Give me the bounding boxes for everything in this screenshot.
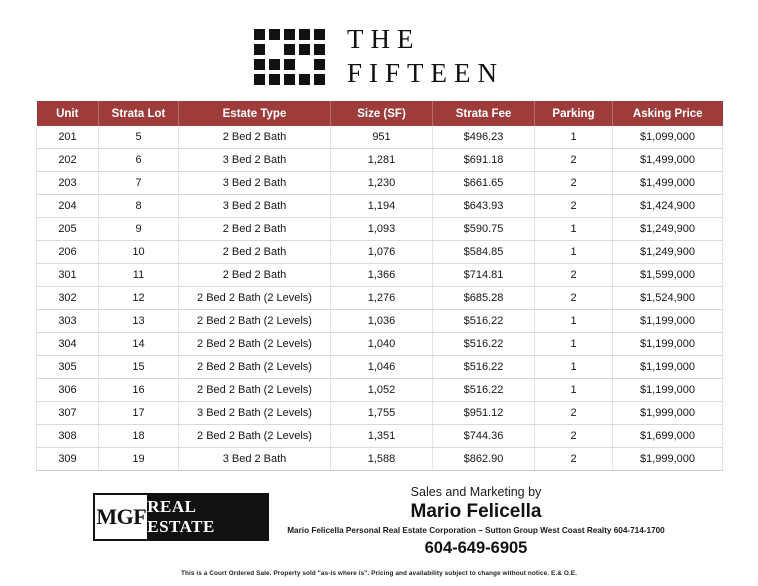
phone-number[interactable]: 604-649-6905 (424, 538, 528, 557)
cell-size: 1,194 (331, 195, 433, 218)
cell-size: 1,276 (331, 287, 433, 310)
cell-size: 951 (331, 126, 433, 149)
table-row (37, 379, 723, 402)
cell-parking: 1 (535, 379, 613, 402)
column-header-parking: Parking (535, 101, 613, 126)
cell-size: 1,281 (331, 149, 433, 172)
cell-estate-type: 2 Bed 2 Bath (179, 264, 331, 287)
cell-size: 1,755 (331, 402, 433, 425)
cell-strata-lot: 6 (99, 149, 179, 172)
cell-size: 1,093 (331, 218, 433, 241)
cell-asking-price: $1,999,000 (613, 448, 723, 471)
cell-unit: 301 (37, 264, 99, 287)
table-row (37, 264, 723, 287)
cell-estate-type: 2 Bed 2 Bath (179, 218, 331, 241)
cell-strata-lot: 10 (99, 241, 179, 264)
cell-size: 1,351 (331, 425, 433, 448)
cell-unit: 304 (37, 333, 99, 356)
cell-strata-fee: $691.18 (433, 149, 535, 172)
cell-strata-lot: 19 (99, 448, 179, 471)
cell-unit: 306 (37, 379, 99, 402)
cell-parking: 2 (535, 172, 613, 195)
cell-strata-fee: $516.22 (433, 310, 535, 333)
agent-name: Mario Felicella (410, 501, 542, 523)
cell-estate-type: 2 Bed 2 Bath (2 Levels) (179, 310, 331, 333)
cell-parking: 2 (535, 402, 613, 425)
cell-parking: 1 (535, 218, 613, 241)
table-row (37, 172, 723, 195)
table-row (37, 241, 723, 264)
column-header-asking-price: Asking Price (613, 101, 723, 126)
cell-unit: 203 (37, 172, 99, 195)
cell-unit: 308 (37, 425, 99, 448)
table-header-row (37, 101, 723, 126)
cell-estate-type: 2 Bed 2 Bath (2 Levels) (179, 333, 331, 356)
listings-table (36, 101, 723, 471)
cell-size: 1,230 (331, 172, 433, 195)
cell-asking-price: $1,199,000 (613, 310, 723, 333)
cell-asking-price: $1,249,900 (613, 218, 723, 241)
cell-unit: 307 (37, 402, 99, 425)
cell-strata-fee: $643.93 (433, 195, 535, 218)
cell-strata-lot: 8 (99, 195, 179, 218)
cell-unit: 201 (37, 126, 99, 149)
cell-asking-price: $1,199,000 (613, 379, 723, 402)
cell-asking-price: $1,999,000 (613, 402, 723, 425)
cell-strata-fee: $661.65 (433, 172, 535, 195)
cell-asking-price: $1,199,000 (613, 333, 723, 356)
cell-unit: 305 (37, 356, 99, 379)
cell-asking-price: $1,499,000 (613, 149, 723, 172)
cell-parking: 1 (535, 310, 613, 333)
cell-strata-fee: $516.22 (433, 379, 535, 402)
table-row (37, 126, 723, 149)
cell-parking: 2 (535, 195, 613, 218)
cell-parking: 1 (535, 126, 613, 149)
cell-estate-type: 2 Bed 2 Bath (2 Levels) (179, 379, 331, 402)
cell-strata-fee: $951.12 (433, 402, 535, 425)
cell-parking: 1 (535, 333, 613, 356)
table-row (37, 149, 723, 172)
table-row (37, 195, 723, 218)
cell-parking: 2 (535, 448, 613, 471)
cell-unit: 302 (37, 287, 99, 310)
table-row (37, 310, 723, 333)
column-header-unit: Unit (37, 101, 99, 126)
table-row (37, 287, 723, 310)
table-row (37, 448, 723, 471)
cell-estate-type: 3 Bed 2 Bath (179, 195, 331, 218)
cell-strata-lot: 9 (99, 218, 179, 241)
cell-parking: 2 (535, 264, 613, 287)
brand-line-1: THE (347, 24, 421, 54)
cell-strata-lot: 15 (99, 356, 179, 379)
cell-asking-price: $1,699,000 (613, 425, 723, 448)
cell-asking-price: $1,524,900 (613, 287, 723, 310)
mgf-real-estate-logo (93, 493, 269, 541)
cell-strata-lot: 11 (99, 264, 179, 287)
pixel-grid-logo-icon (254, 29, 325, 85)
cell-strata-fee: $516.22 (433, 333, 535, 356)
cell-parking: 1 (535, 241, 613, 264)
cell-strata-fee: $862.90 (433, 448, 535, 471)
mgf-logo-text: REAL ESTATE (147, 495, 267, 539)
cell-asking-price: $1,599,000 (613, 264, 723, 287)
cell-strata-fee: $590.75 (433, 218, 535, 241)
column-header-size: Size (SF) (331, 101, 433, 126)
cell-parking: 2 (535, 149, 613, 172)
cell-parking: 2 (535, 425, 613, 448)
cell-strata-fee: $714.81 (433, 264, 535, 287)
column-header-strata-lot: Strata Lot (99, 101, 179, 126)
cell-estate-type: 2 Bed 2 Bath (2 Levels) (179, 425, 331, 448)
cell-estate-type: 2 Bed 2 Bath (2 Levels) (179, 356, 331, 379)
disclaimer-text: This is a Court Ordered Sale. Property sold "as-is where is". Pricing and availability subject to change without notice. E.& O.E. (180, 569, 578, 577)
cell-size: 1,046 (331, 356, 433, 379)
cell-size: 1,366 (331, 264, 433, 287)
cell-strata-fee: $496.23 (433, 126, 535, 149)
cell-estate-type: 3 Bed 2 Bath (2 Levels) (179, 402, 331, 425)
cell-unit: 205 (37, 218, 99, 241)
cell-unit: 202 (37, 149, 99, 172)
table-body (37, 126, 723, 471)
cell-parking: 1 (535, 356, 613, 379)
cell-unit: 309 (37, 448, 99, 471)
brand-header (0, 0, 758, 101)
cell-strata-fee: $744.36 (433, 425, 535, 448)
cell-size: 1,036 (331, 310, 433, 333)
contact-block (287, 483, 665, 558)
cell-strata-lot: 18 (99, 425, 179, 448)
table-row (37, 218, 723, 241)
cell-size: 1,076 (331, 241, 433, 264)
cell-unit: 204 (37, 195, 99, 218)
column-header-estate-type: Estate Type (179, 101, 331, 126)
cell-strata-lot: 5 (99, 126, 179, 149)
cell-strata-lot: 16 (99, 379, 179, 402)
table-header (37, 101, 723, 126)
brand-wordmark (347, 26, 504, 87)
table-row (37, 425, 723, 448)
cell-strata-fee: $516.22 (433, 356, 535, 379)
cell-asking-price: $1,249,900 (613, 241, 723, 264)
cell-strata-lot: 14 (99, 333, 179, 356)
table-row (37, 333, 723, 356)
cell-strata-lot: 7 (99, 172, 179, 195)
listings-table-wrapper (36, 101, 722, 471)
cell-size: 1,588 (331, 448, 433, 471)
cell-asking-price: $1,499,000 (613, 172, 723, 195)
cell-asking-price: $1,199,000 (613, 356, 723, 379)
cell-parking: 2 (535, 287, 613, 310)
cell-estate-type: 2 Bed 2 Bath (179, 241, 331, 264)
cell-strata-fee: $685.28 (433, 287, 535, 310)
sales-marketing-label: Sales and Marketing by (410, 485, 542, 499)
cell-estate-type: 3 Bed 2 Bath (179, 149, 331, 172)
cell-strata-lot: 12 (99, 287, 179, 310)
cell-unit: 206 (37, 241, 99, 264)
brokerage-line: Mario Felicella Personal Real Estate Corporation – Sutton Group West Coast Realty 604-714-1700 (287, 526, 665, 536)
cell-asking-price: $1,424,900 (613, 195, 723, 218)
footer (0, 483, 758, 558)
cell-estate-type: 2 Bed 2 Bath (2 Levels) (179, 287, 331, 310)
cell-estate-type: 2 Bed 2 Bath (179, 126, 331, 149)
cell-strata-lot: 13 (99, 310, 179, 333)
cell-size: 1,040 (331, 333, 433, 356)
cell-estate-type: 3 Bed 2 Bath (179, 172, 331, 195)
brand-line-2: FIFTEEN (347, 58, 504, 88)
cell-asking-price: $1,099,000 (613, 126, 723, 149)
cell-estate-type: 3 Bed 2 Bath (179, 448, 331, 471)
cell-unit: 303 (37, 310, 99, 333)
cell-strata-fee: $584.85 (433, 241, 535, 264)
column-header-strata-fee: Strata Fee (433, 101, 535, 126)
mgf-logo-mark: MGF (95, 495, 147, 539)
cell-strata-lot: 17 (99, 402, 179, 425)
cell-size: 1,052 (331, 379, 433, 402)
table-row (37, 402, 723, 425)
table-row (37, 356, 723, 379)
